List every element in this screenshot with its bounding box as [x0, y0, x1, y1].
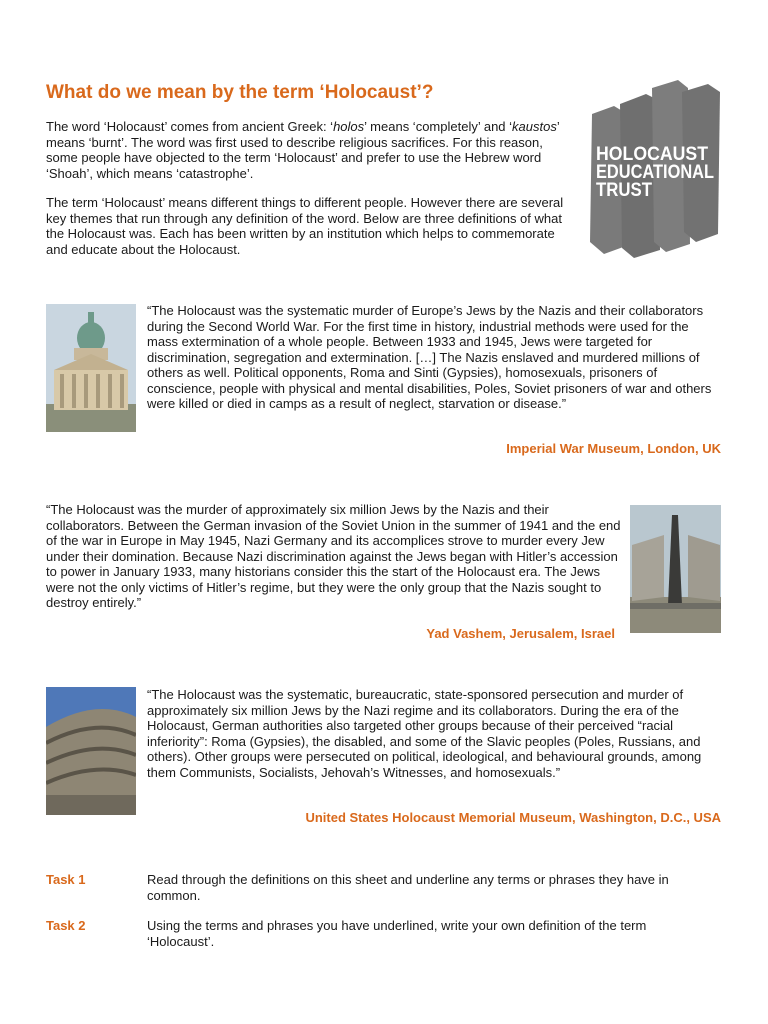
definition-source-2: Yad Vashem, Jerusalem, Israel: [426, 626, 615, 641]
intro-text-c: ’ means ‘burnt’. The word was first used to describe religious sacrifices. For this reason, some people have objected to the term ‘Holocaust’ and prefer to use the Hebrew word ‘Shoah’, which means ‘catastrophe’.: [46, 119, 560, 181]
ushmm-photo: [46, 687, 136, 815]
definition-source-3: United States Holocaust Memorial Museum, Washington, D.C., USA: [305, 810, 721, 825]
definition-quote-2: “The Holocaust was the murder of approximately six million Jews by the Nazis and their collaborators. Between the German invasion of the Soviet Union in the summer of 1941 and the end of the war in Europe in May 1945, Nazi Germany and its accomplices strove to murder every Jew under their domination. Because Nazi discrimination against the Jews began with Hitler’s accession to power in January 1933, many historians consider this the start of the Holocaust era. The Jews were not the only victims of Hitler’s regime, but they were the only group that the Nazis sought to destroy entirely.”: [46, 502, 621, 610]
intro-text-b: ’ means ‘completely’ and ‘: [364, 119, 513, 134]
task-1-text: Read through the definitions on this sheet and underline any terms or phrases they have in common.: [147, 872, 669, 903]
holos-term: holos: [333, 119, 365, 134]
task-2-label: Task 2: [46, 918, 86, 933]
intro-paragraph-2: The term ‘Holocaust’ means different things to different people. However there are several key themes that run through any definition of the word. Below are three definitions of what the Holocaust was. Each has been written by an institution which helps to commemorate and educate about the Holocaust.: [46, 195, 564, 257]
definition-quote-3: “The Holocaust was the systematic, bureaucratic, state-sponsored persecution and murder of approximately six million Jews by the Nazi regime and its collaborators. During the era of the Holocaust, German authorities also targeted other groups because of their perceived “racial inferiority”: Roma (Gypsies), the disabled, and some of the Slavic peoples (Poles, Russians, and others). Other groups were persecuted on political, ideological, and behavioural grounds, among them Communists, Socialists, Jehovah’s Witnesses, and homosexuals.”: [147, 687, 702, 780]
logo-line-1: HOLOCAUST: [596, 144, 709, 165]
definition-source-1: Imperial War Museum, London, UK: [506, 441, 721, 456]
page-title: What do we mean by the term ‘Holocaust’?: [46, 82, 434, 103]
intro-text-a: The word ‘Holocaust’ comes from ancient Greek: ‘: [46, 119, 334, 134]
logo-line-3: TRUST: [596, 180, 653, 201]
intro-paragraph-1: [46, 119, 578, 181]
imperial-war-museum-photo: [46, 304, 136, 432]
task-1-label: Task 1: [46, 872, 86, 887]
task-2-text: Using the terms and phrases you have underlined, write your own definition of the term ‘Holocaust’.: [147, 918, 647, 949]
logo-graphic: [584, 66, 732, 272]
holocaust-educational-trust-logo: [584, 66, 732, 272]
kaustos-term: kaustos: [512, 119, 557, 134]
definition-quote-1: “The Holocaust was the systematic murder of Europe’s Jews by the Nazis and their collaborators during the Second World War. For the first time in history, industrial methods were used for the mass extermination of a whole people. Between 1933 and 1945, Jews were targeted for discrimination, segregation and extermination. […] The Nazis enslaved and murdered millions of others as well. Political opponents, Roma and Sinti (Gypsies), homosexuals, prisoners of conscience, people with physical and mental disabilities, Poles, Soviet prisoners of war and others were killed or died in camps as a result of neglect, starvation or disease.”: [147, 303, 712, 411]
logo-line-2: EDUCATIONAL: [596, 162, 715, 183]
yad-vashem-photo: [630, 505, 721, 633]
